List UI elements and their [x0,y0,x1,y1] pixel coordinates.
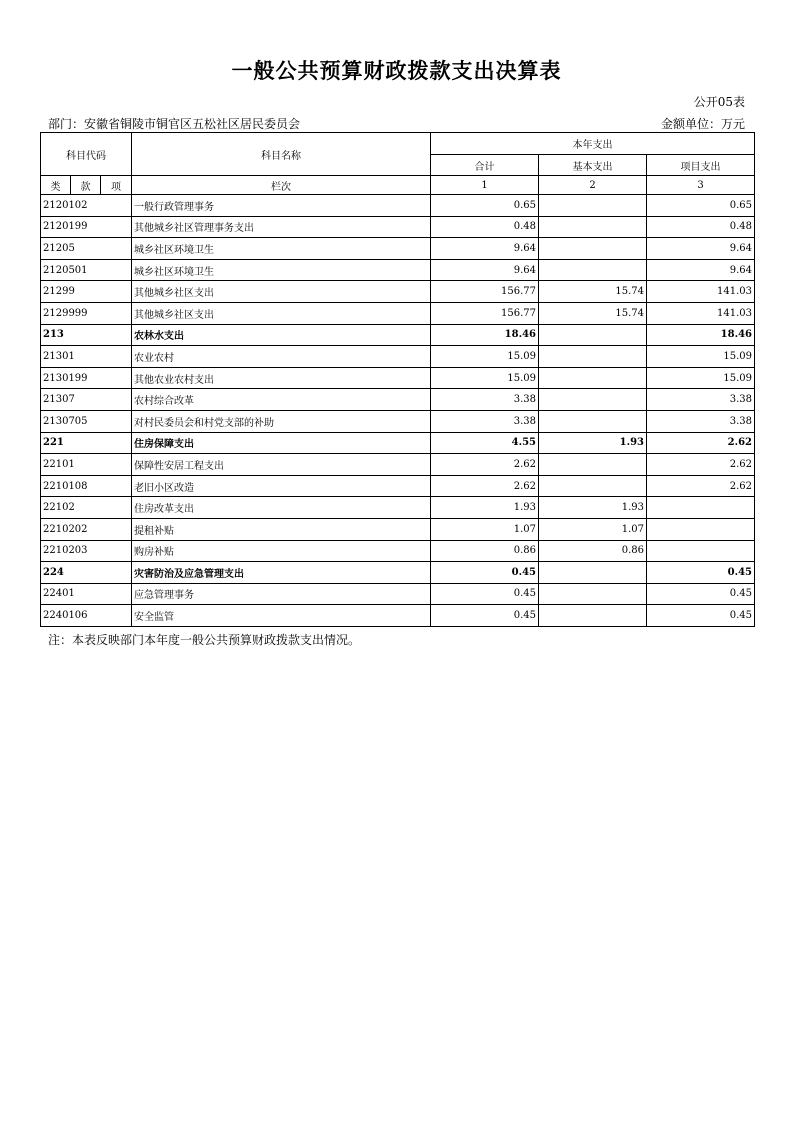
table-row [41,324,755,346]
table-row [41,454,755,476]
code-cell: 21299 [41,281,132,303]
project-cell: 0.48 [647,216,755,238]
header-lanci: 栏次 [132,176,431,195]
code-cell: 2120199 [41,216,132,238]
code-cell: 2120102 [41,195,132,217]
name-cell: 农村综合改革 [132,389,431,411]
name-cell: 应急管理事务 [132,583,431,605]
table-row [41,518,755,540]
basic-cell [539,346,647,368]
total-cell: 15.09 [431,346,539,368]
header-project: 项目支出 [647,155,755,176]
header-total: 合计 [431,155,539,176]
code-cell: 21301 [41,346,132,368]
basic-cell [539,195,647,217]
project-cell: 141.03 [647,302,755,324]
table-row [41,216,755,238]
code-cell: 22401 [41,583,132,605]
basic-cell [539,454,647,476]
basic-cell: 1.93 [539,497,647,519]
total-cell: 156.77 [431,302,539,324]
code-cell: 224 [41,562,132,584]
name-cell: 农林水支出 [132,324,431,346]
table-row [41,540,755,562]
header-lei: 类 [41,176,71,195]
project-cell [647,518,755,540]
basic-cell: 0.86 [539,540,647,562]
table-row [41,410,755,432]
project-cell: 141.03 [647,281,755,303]
basic-cell [539,583,647,605]
header-current-year: 本年支出 [431,133,755,155]
table-row [41,195,755,217]
basic-cell: 15.74 [539,302,647,324]
name-cell: 保障性安居工程支出 [132,454,431,476]
table-row [41,432,755,454]
table-row [41,562,755,584]
amount-unit: 金额单位：万元 [660,117,745,131]
table-row [41,259,755,281]
name-cell: 购房补贴 [132,540,431,562]
name-cell: 其他农业农村支出 [132,367,431,389]
total-cell: 4.55 [431,432,539,454]
name-cell: 其他城乡社区管理事务支出 [132,216,431,238]
project-cell: 18.46 [647,324,755,346]
header-kuan: 款 [71,176,101,195]
basic-cell [539,562,647,584]
expenditure-table [40,132,755,627]
code-cell: 213 [41,324,132,346]
code-cell: 22101 [41,454,132,476]
project-cell [647,497,755,519]
total-cell: 0.48 [431,216,539,238]
project-cell: 2.62 [647,454,755,476]
header-code: 科目代码 [41,133,132,176]
total-cell: 0.65 [431,195,539,217]
basic-cell [539,259,647,281]
basic-cell [539,605,647,627]
total-cell: 2.62 [431,475,539,497]
basic-cell [539,389,647,411]
header-col2: 2 [539,176,647,195]
project-cell: 0.45 [647,583,755,605]
table-row [41,302,755,324]
name-cell: 提租补贴 [132,518,431,540]
footnote: 注：本表反映部门本年度一般公共预算财政拨款支出情况。 [48,633,361,647]
header-col3: 3 [647,176,755,195]
basic-cell: 1.93 [539,432,647,454]
header-basic: 基本支出 [539,155,647,176]
header-col1: 1 [431,176,539,195]
name-cell: 农业农村 [132,346,431,368]
table-row [41,367,755,389]
total-cell: 2.62 [431,454,539,476]
basic-cell [539,238,647,260]
form-number: 公开05表 [693,95,745,109]
project-cell: 0.65 [647,195,755,217]
project-cell: 3.38 [647,389,755,411]
department-label: 部门：安徽省铜陵市铜官区五松社区居民委员会 [48,117,301,131]
table-row [41,605,755,627]
total-cell: 0.86 [431,540,539,562]
basic-cell [539,324,647,346]
code-cell: 2210202 [41,518,132,540]
table-row [41,281,755,303]
code-cell: 22102 [41,497,132,519]
basic-cell [539,367,647,389]
total-cell: 18.46 [431,324,539,346]
name-cell: 安全监管 [132,605,431,627]
total-cell: 0.45 [431,562,539,584]
basic-cell: 15.74 [539,281,647,303]
total-cell: 1.93 [431,497,539,519]
total-cell: 3.38 [431,389,539,411]
code-cell: 2130199 [41,367,132,389]
total-cell: 9.64 [431,259,539,281]
project-cell: 0.45 [647,562,755,584]
total-cell: 156.77 [431,281,539,303]
name-cell: 其他城乡社区支出 [132,302,431,324]
header-name: 科目名称 [132,133,431,176]
basic-cell [539,216,647,238]
table-row [41,389,755,411]
table-row [41,497,755,519]
code-cell: 2130705 [41,410,132,432]
project-cell: 2.62 [647,432,755,454]
total-cell: 3.38 [431,410,539,432]
code-cell: 2210203 [41,540,132,562]
basic-cell [539,475,647,497]
project-cell: 3.38 [647,410,755,432]
header-xiang: 项 [101,176,132,195]
code-cell: 21205 [41,238,132,260]
total-cell: 1.07 [431,518,539,540]
total-cell: 15.09 [431,367,539,389]
name-cell: 对村民委员会和村党支部的补助 [132,410,431,432]
page-title: 一般公共预算财政拨款支出决算表 [231,58,562,83]
project-cell: 9.64 [647,238,755,260]
total-cell: 0.45 [431,583,539,605]
table-row [41,238,755,260]
total-cell: 0.45 [431,605,539,627]
project-cell: 0.45 [647,605,755,627]
project-cell: 15.09 [647,367,755,389]
project-cell [647,540,755,562]
name-cell: 城乡社区环境卫生 [132,238,431,260]
name-cell: 老旧小区改造 [132,475,431,497]
code-cell: 2240106 [41,605,132,627]
name-cell: 其他城乡社区支出 [132,281,431,303]
table-row [41,346,755,368]
code-cell: 2120501 [41,259,132,281]
basic-cell [539,410,647,432]
project-cell: 15.09 [647,346,755,368]
project-cell: 9.64 [647,259,755,281]
table-row [41,583,755,605]
total-cell: 9.64 [431,238,539,260]
code-cell: 221 [41,432,132,454]
table-row [41,475,755,497]
name-cell: 住房保障支出 [132,432,431,454]
name-cell: 住房改革支出 [132,497,431,519]
name-cell: 一般行政管理事务 [132,195,431,217]
project-cell: 2.62 [647,475,755,497]
code-cell: 2129999 [41,302,132,324]
name-cell: 灾害防治及应急管理支出 [132,562,431,584]
basic-cell: 1.07 [539,518,647,540]
code-cell: 21307 [41,389,132,411]
code-cell: 2210108 [41,475,132,497]
name-cell: 城乡社区环境卫生 [132,259,431,281]
